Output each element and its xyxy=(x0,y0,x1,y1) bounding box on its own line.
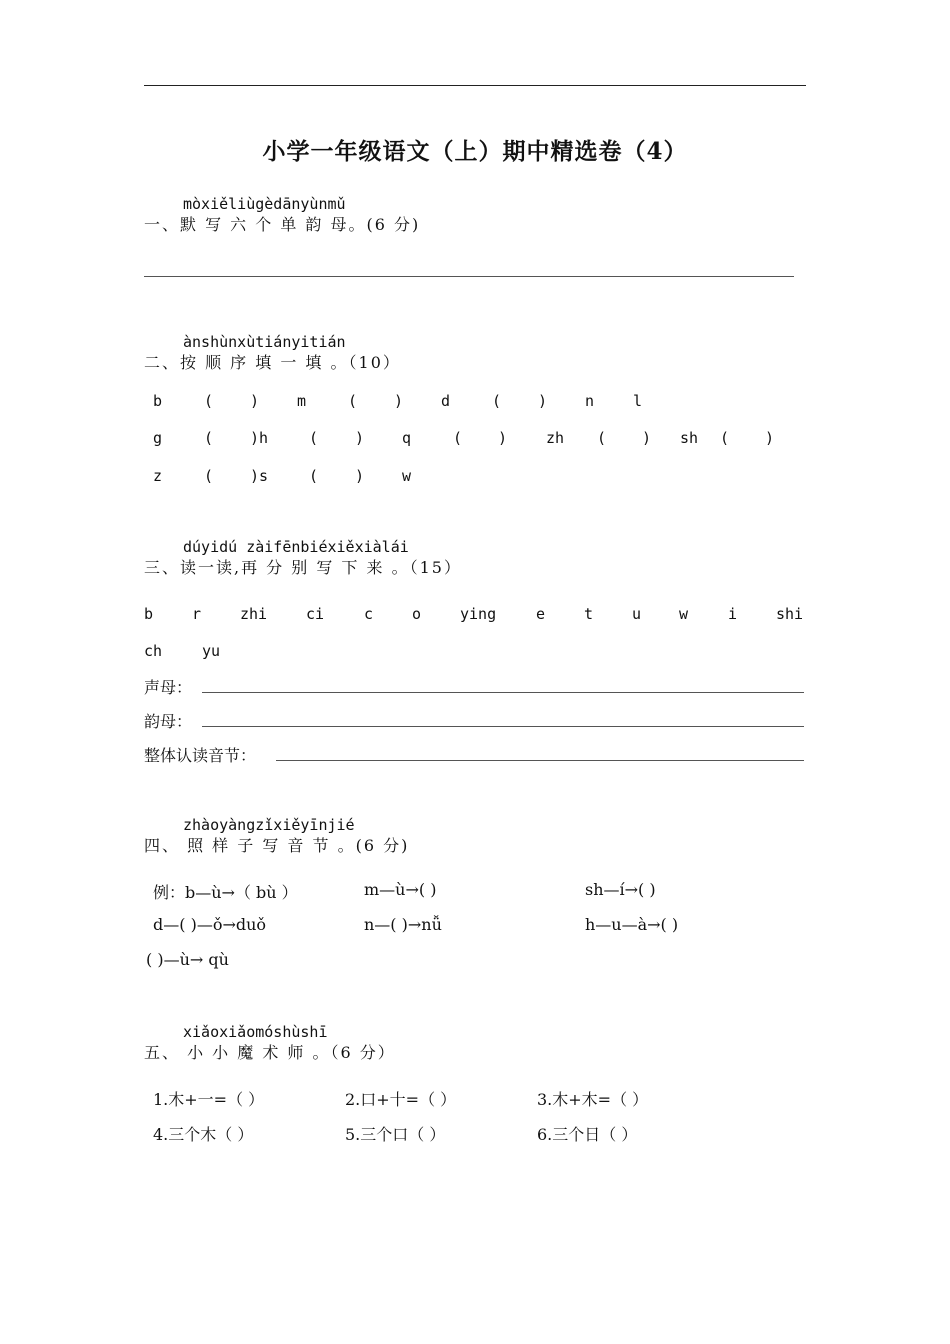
q3-heading: 三、读一读,再 分 别 写 下 来 。（15） xyxy=(144,558,462,577)
q2-r2-cell: g xyxy=(153,429,163,447)
q2-r1-cell: d xyxy=(441,392,451,410)
q2-r1-cell: ( xyxy=(492,392,502,410)
q3-item: e xyxy=(536,605,546,623)
q2-r2-cell: ( xyxy=(453,429,463,447)
q2-r2-cell: ( xyxy=(720,429,730,447)
shengmu-answer-line[interactable] xyxy=(202,692,804,693)
q3-item: yu xyxy=(202,642,221,660)
q5-item: 3.木+木=（ ） xyxy=(537,1090,649,1109)
q2-r2-cell: ( xyxy=(204,429,214,447)
yunmu-label: 韵母： xyxy=(144,712,193,731)
q2-r2-cell: sh xyxy=(680,429,699,447)
q3-item: u xyxy=(632,605,642,623)
q2-r1-cell: ( xyxy=(348,392,358,410)
top-rule xyxy=(144,85,806,86)
q4-example: 例：b—ù→（ bù ） xyxy=(153,883,298,902)
q2-r1-cell: ) xyxy=(538,392,548,410)
q4-item: n—( )→nǚ xyxy=(364,915,442,934)
q2-r2-cell: ) xyxy=(765,429,775,447)
q1-heading: 一、默 写 六 个 单 韵 母。(6 分) xyxy=(144,215,421,234)
q2-r1-cell: ( xyxy=(204,392,214,410)
q2-r3-cell: )s xyxy=(250,467,269,485)
q5-item: 6.三个日（ ） xyxy=(537,1125,638,1144)
q5-item: 5.三个口（ ） xyxy=(345,1125,446,1144)
q2-r1-cell: n xyxy=(585,392,595,410)
q3-item: w xyxy=(679,605,689,623)
q2-r2-cell: ) xyxy=(642,429,652,447)
q2-r3-cell: ( xyxy=(309,467,319,485)
q4-pinyin: zhàoyàngzǐxiěyīnjié xyxy=(183,816,355,834)
q4-item: m—ù→( ) xyxy=(364,880,437,899)
q2-r2-cell: ) xyxy=(355,429,365,447)
q3-item: ch xyxy=(144,642,163,660)
q4-item: d—( )—ǒ→duǒ xyxy=(153,915,267,934)
q5-heading: 五、 小 小 魔 术 师 。（6 分） xyxy=(144,1043,396,1062)
q2-r1-cell: m xyxy=(297,392,307,410)
q3-item: shi xyxy=(776,605,804,623)
q2-r1-cell: b xyxy=(153,392,163,410)
q2-r2-cell: zh xyxy=(546,429,565,447)
q3-item: ci xyxy=(306,605,325,623)
q2-r1-cell: l xyxy=(633,392,643,410)
q2-r2-cell: ( xyxy=(309,429,319,447)
q2-r3-cell: w xyxy=(402,467,412,485)
q5-pinyin: xiǎoxiǎomóshùshī xyxy=(183,1023,328,1041)
zhengti-label: 整体认读音节： xyxy=(144,746,257,765)
yunmu-answer-line[interactable] xyxy=(202,726,804,727)
q4-item: sh—í→( ) xyxy=(585,880,656,899)
page-title: 小学一年级语文（上）期中精选卷（4） xyxy=(262,138,688,165)
q2-r1-cell: ) xyxy=(394,392,404,410)
zhengti-answer-line[interactable] xyxy=(276,760,804,761)
q1-pinyin: mòxiěliùgèdānyùnmǔ xyxy=(183,195,346,213)
q3-item: b xyxy=(144,605,154,623)
q3-item: c xyxy=(364,605,374,623)
q2-pinyin: ànshùnxùtiányitián xyxy=(183,333,346,351)
q2-r2-cell: )h xyxy=(250,429,269,447)
shengmu-label: 声母： xyxy=(144,678,193,697)
q3-item: ying xyxy=(460,605,497,623)
q3-pinyin: dúyidú zàifēnbiéxiěxiàlái xyxy=(183,538,409,556)
q5-item: 4.三个木（ ） xyxy=(153,1125,254,1144)
q4-item: ( )—ù→ qù xyxy=(146,950,229,969)
q2-r2-cell: ) xyxy=(498,429,508,447)
q3-item: i xyxy=(728,605,738,623)
q3-item: r xyxy=(192,605,202,623)
q2-heading: 二、按 顺 序 填 一 填 。（10） xyxy=(144,353,401,372)
q2-r3-cell: ) xyxy=(355,467,365,485)
q1-answer-line[interactable] xyxy=(144,276,794,277)
q2-r2-cell: ( xyxy=(597,429,607,447)
q4-heading: 四、 照 样 子 写 音 节 。(6 分) xyxy=(144,836,410,855)
q3-item: zhi xyxy=(240,605,268,623)
q3-item: o xyxy=(412,605,422,623)
q2-r3-cell: ( xyxy=(204,467,214,485)
q2-r3-cell: z xyxy=(153,467,163,485)
q4-item: h—u—à→( ) xyxy=(585,915,679,934)
q5-item: 2.口+十=（ ） xyxy=(345,1090,457,1109)
q2-r2-cell: q xyxy=(402,429,412,447)
q2-r1-cell: ) xyxy=(250,392,260,410)
q5-item: 1.木+一=（ ） xyxy=(153,1090,265,1109)
q3-item: t xyxy=(584,605,594,623)
